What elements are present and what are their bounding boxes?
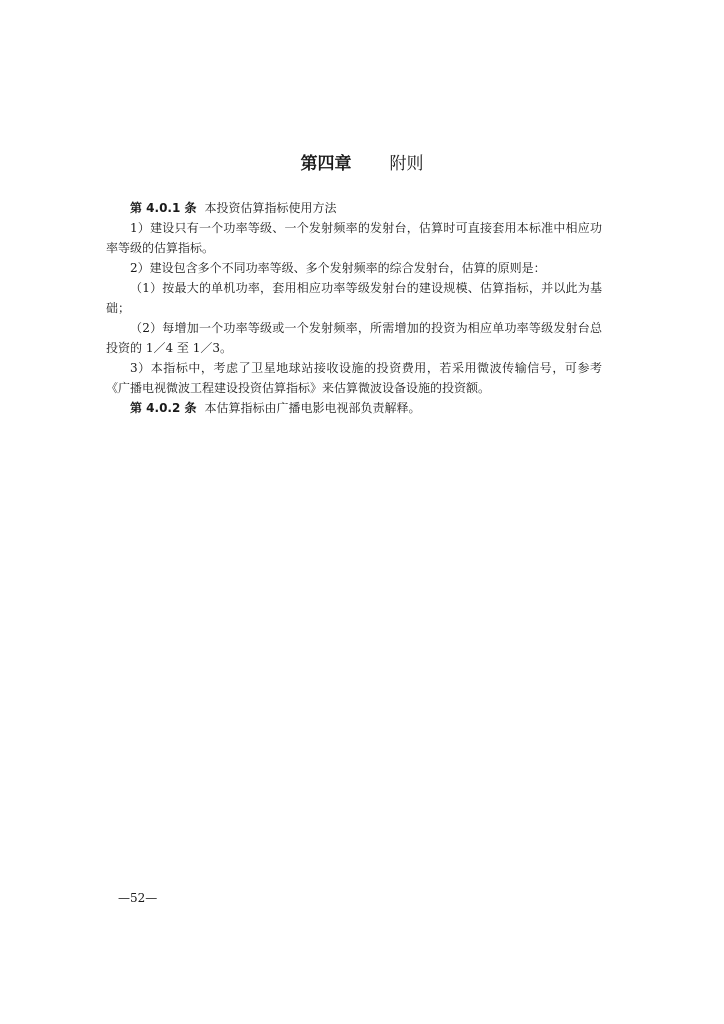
paragraph: （1）按最大的单机功率，套用相应功率等级发射台的建设规模、估算指标，并以此为基础； [106,281,602,315]
chapter-title: 附则 [389,154,424,174]
paragraph: 3）本指标中，考虑了卫星地球站接收设施的投资费用，若采用微波传输信号，可参考《广播电视微波工程建设投资估算指标》来估算微波设备设施的投资额。 [106,361,602,395]
article-heading [106,198,602,218]
chapter-heading [0,154,724,174]
article-heading [106,398,602,418]
paragraph: 2）建设包含多个不同功率等级、多个发射频率的综合发射台，估算的原则是： [130,261,546,275]
article-text: 本估算指标由广播电影电视部负责解释。 [204,401,421,415]
paragraph: （2）每增加一个功率等级或一个发射频率，所需增加的投资为相应单功率等级发射台总投资的 1／4 至 1／3。 [106,321,602,355]
article-number: 第 4.0.1 条 [130,201,197,215]
page-number: —52— [118,891,158,905]
article-number: 第 4.0.2 条 [130,401,197,415]
article-title: 本投资估算指标使用方法 [204,201,337,215]
chapter-body [106,198,602,418]
paragraph: 1）建设只有一个功率等级、一个发射频率的发射台，估算时可直接套用本标准中相应功率等级的估算指标。 [106,221,602,255]
chapter-number: 第四章 [300,154,352,174]
